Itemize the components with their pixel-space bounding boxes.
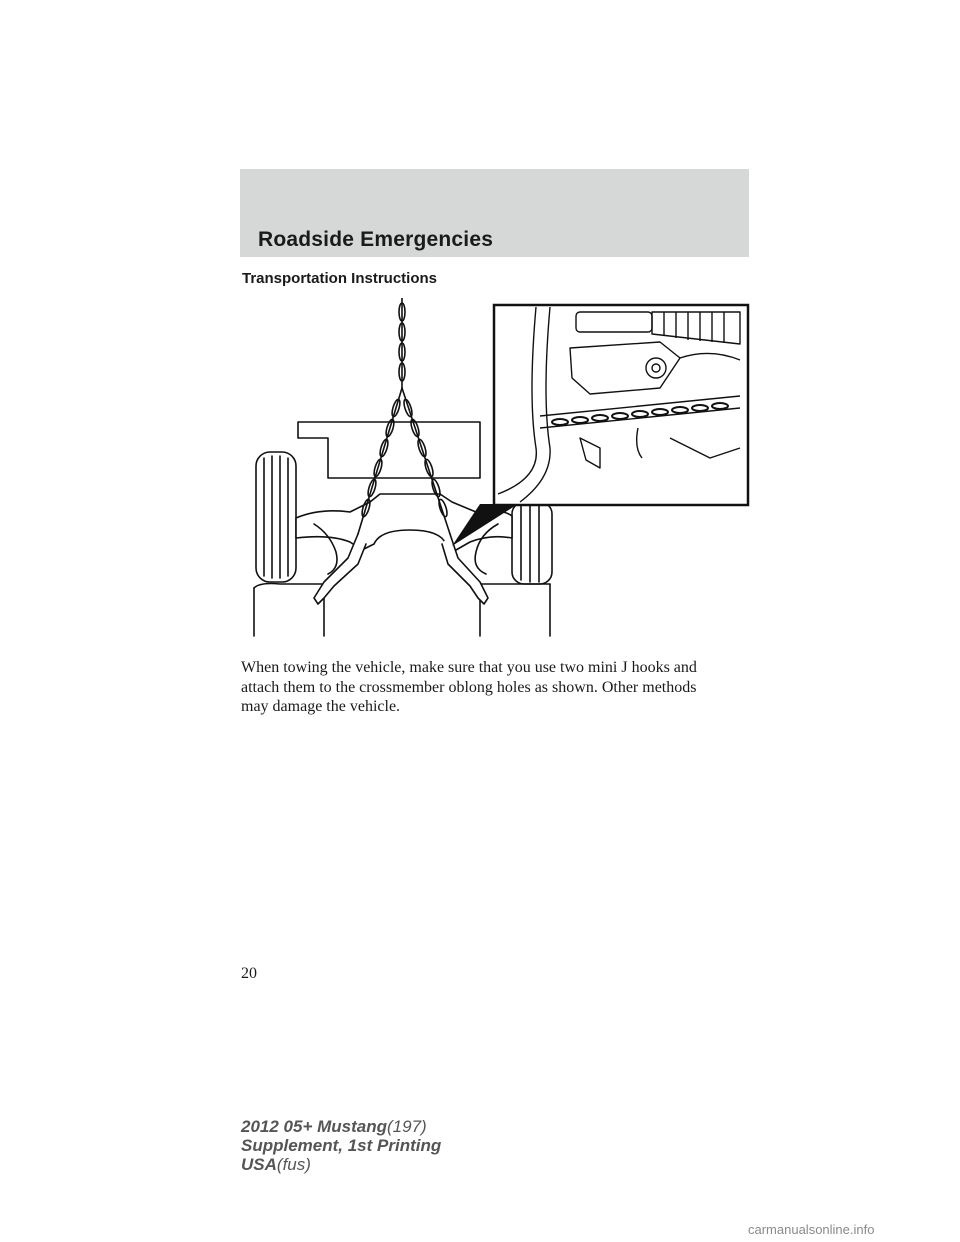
footer-market-code: (fus) [276,1155,311,1174]
left-tire-illustration [256,452,296,582]
footer-model: 2012 05+ Mustang [241,1117,387,1136]
body-line: may damage the vehicle. [241,698,401,715]
page-number: 20 [241,965,257,982]
body-line: When towing the vehicle, make sure that you use two mini J hooks and [241,659,697,676]
section-heading: Transportation Instructions [242,270,438,287]
footer-market: USA [241,1155,277,1174]
footer-line-1 [241,1117,441,1136]
footer-line-2 [241,1136,441,1155]
watermark: carmanualsonline.info [748,1222,875,1237]
towing-instructions-text [241,658,756,717]
page-title: Roadside Emergencies [258,228,494,251]
towing-illustration [240,298,752,638]
inset-detail-illustration [494,305,748,505]
footer-line-3 [241,1155,441,1174]
body-line: attach them to the crossmember oblong holes as shown. Other methods [241,678,697,696]
footer-model-code: (197) [387,1117,427,1136]
footer-printing: Supplement, 1st Printing [241,1136,442,1155]
footer-edition-info [241,1117,441,1174]
right-tire-illustration [512,502,552,584]
